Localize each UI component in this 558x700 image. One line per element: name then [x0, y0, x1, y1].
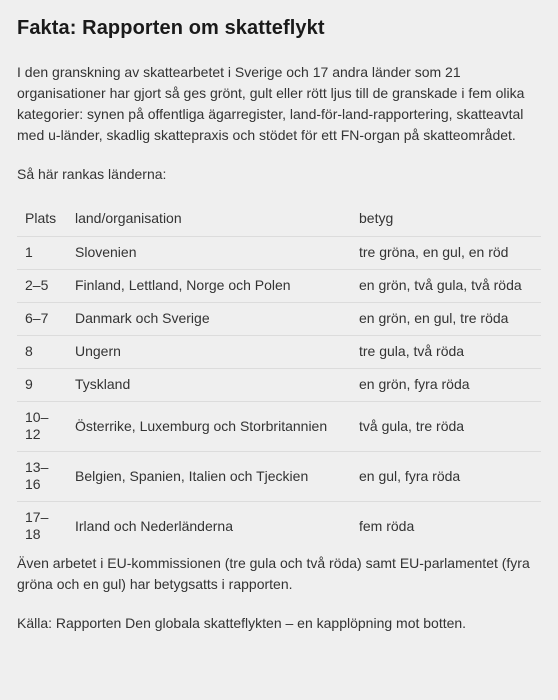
cell-grade: en grön, två gula, två röda [351, 270, 541, 303]
cell-country: Slovenien [67, 237, 351, 270]
cell-grade: en grön, fyra röda [351, 369, 541, 402]
source-line: Källa: Rapporten Den globala skatteflykten – en kapplöpning mot botten. [17, 615, 467, 631]
cell-country: Irland och Nederländerna [67, 502, 351, 552]
intro-paragraph: I den granskning av skattearbetet i Sverige och 17 andra länder som 21 organisationer har gjort så ges grönt, gult eller rött ljus till de granskade i fem olika kategorier: synen på offentliga ägarregister, land-för-land-rapportering, skatteavtal med u-länder, skadlig skattepraxis och stödet för ett FN-organ på skatteområdet. [17, 64, 525, 143]
header-grade: betyg [359, 210, 394, 226]
cell-place: 9 [17, 369, 67, 402]
outro-paragraph: Även arbetet i EU-kommissionen (tre gula och två röda) samt EU-parlamentet (fyra gröna och en gul) har betygsatts i rapporten. [17, 555, 530, 592]
cell-place: 8 [17, 336, 67, 369]
cell-grade: fem röda [351, 502, 541, 552]
table-row [17, 270, 541, 303]
cell-place: 1 [17, 237, 67, 270]
header-country: land/organisation [75, 210, 182, 226]
cell-grade: tre gula, två röda [351, 336, 541, 369]
cell-country: Finland, Lettland, Norge och Polen [67, 270, 351, 303]
cell-grade: tre gröna, en gul, en röd [351, 237, 541, 270]
table-row [17, 237, 541, 270]
table-row [17, 402, 541, 452]
cell-place: 6–7 [17, 303, 67, 336]
cell-place: 13–16 [17, 452, 67, 502]
table-row [17, 502, 541, 552]
cell-grade: en grön, en gul, tre röda [351, 303, 541, 336]
cell-country: Belgien, Spanien, Italien och Tjeckien [67, 452, 351, 502]
cell-place: 17–18 [17, 502, 67, 552]
table-row [17, 336, 541, 369]
table-row [17, 452, 541, 502]
ranking-table [17, 202, 541, 551]
table-row [17, 303, 541, 336]
cell-country: Österrike, Luxemburg och Storbritannien [67, 402, 351, 452]
cell-place: 2–5 [17, 270, 67, 303]
table-row [17, 369, 541, 402]
cell-country: Ungern [67, 336, 351, 369]
cell-grade: två gula, tre röda [351, 402, 541, 452]
ranking-intro: Så här rankas länderna: [17, 166, 167, 182]
cell-grade: en gul, fyra röda [351, 452, 541, 502]
header-place: Plats [25, 210, 57, 226]
table-header-row [17, 202, 541, 237]
cell-country: Tyskland [67, 369, 351, 402]
cell-place: 10–12 [17, 402, 67, 452]
cell-country: Danmark och Sverige [67, 303, 351, 336]
fact-title: Fakta: Rapporten om skatteflykt [17, 17, 325, 39]
